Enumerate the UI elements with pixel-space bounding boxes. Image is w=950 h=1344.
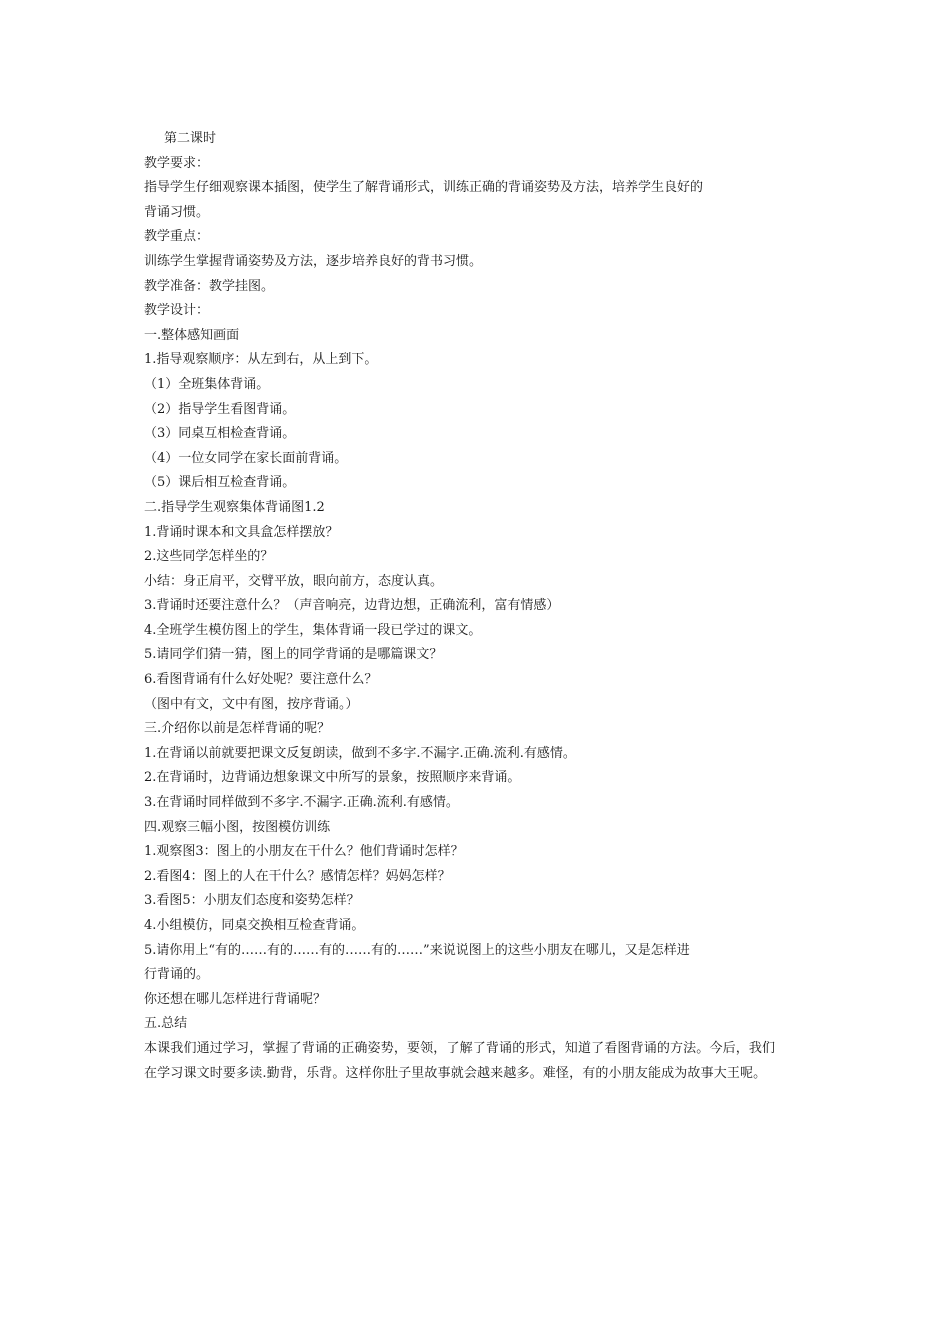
paragraph-line: 教学准备：教学挂图。 (144, 278, 275, 294)
list-item: 2.看图4：图上的人在干什么？感情怎样？妈妈怎样？ (144, 868, 451, 884)
list-item: 1.在背诵以前就要把课文反复朗读，做到不多字.不漏字.正确.流利.有感情。 (144, 745, 576, 761)
paragraph-line: 你还想在哪儿怎样进行背诵呢？ (144, 991, 327, 1007)
list-item: （4）一位女同学在家长面前背诵。 (144, 450, 348, 466)
paragraph-line: 指导学生仔细观察课本插图，使学生了解背诵形式，训练正确的背诵姿势及方法，培养学生良好的 (144, 180, 704, 196)
subsection-heading: 三.介绍你以前是怎样背诵的呢？ (144, 721, 331, 737)
section-heading: 教学设计： (144, 303, 210, 319)
paragraph-line: 小结：身正肩平，交臂平放，眼向前方，态度认真。 (144, 573, 444, 589)
paragraph-line: （图中有文，文中有图，按序背诵。） (144, 696, 359, 712)
list-item: （2）指导学生看图背诵。 (144, 401, 296, 417)
list-item: 4.全班学生模仿图上的学生，集体背诵一段已学过的课文。 (144, 622, 482, 638)
list-item: 3.看图5：小朋友们态度和姿势怎样？ (144, 893, 360, 909)
list-item: （5）课后相互检查背诵。 (144, 475, 296, 491)
paragraph-line: 在学习课文时要多读.勤背，乐背。这样你肚子里故事就会越来越多。难怪，有的小朋友能成为故事大王呢。 (144, 1065, 767, 1081)
list-item: （1）全班集体背诵。 (144, 376, 270, 392)
list-item: 3.背诵时还要注意什么？（声音响亮，边背边想，正确流利，富有情感） (144, 598, 560, 614)
section-heading: 教学重点： (144, 229, 210, 245)
paragraph-line: 行背诵的。 (144, 967, 210, 983)
paragraph-line: 本课我们通过学习，掌握了背诵的正确姿势，要领，了解了背诵的形式，知道了看图背诵的方法。今后，我们 (144, 1040, 776, 1056)
subsection-heading: 一.整体感知画面 (144, 327, 240, 343)
subsection-heading: 二.指导学生观察集体背诵图1.2 (144, 499, 325, 515)
section-heading: 教学要求： (144, 155, 210, 171)
list-item: 5.请你用上“有的……有的……有的……有的……”来说说图上的这些小朋友在哪儿，又是怎样进 (144, 942, 690, 958)
list-item: 6.看图背诵有什么好处呢？要注意什么？ (144, 672, 378, 688)
list-item: 1.背诵时课本和文具盒怎样摆放？ (144, 524, 339, 540)
lesson-title: 第二课时 (164, 131, 217, 146)
list-item: （3）同桌互相检查背诵。 (144, 426, 296, 442)
paragraph-line: 背诵习惯。 (144, 204, 210, 220)
list-item: 1.指导观察顺序：从左到右，从上到下。 (144, 352, 378, 368)
list-item: 2.这些同学怎样坐的？ (144, 549, 274, 565)
list-item: 2.在背诵时，边背诵边想象课文中所写的景象，按照顺序来背诵。 (144, 770, 521, 786)
list-item: 1.观察图3：图上的小朋友在干什么？他们背诵时怎样？ (144, 844, 464, 860)
subsection-heading: 四.观察三幅小图，按图模仿训练 (144, 819, 331, 835)
list-item: 3.在背诵时同样做到不多字.不漏字.正确.流利.有感情。 (144, 795, 459, 811)
list-item: 5.请同学们猜一猜，图上的同学背诵的是哪篇课文？ (144, 647, 443, 663)
list-item: 4.小组模仿，同桌交换相互检查背诵。 (144, 918, 365, 933)
subsection-heading: 五.总结 (144, 1016, 188, 1032)
lesson-plan-text (144, 127, 824, 1086)
paragraph-line: 训练学生掌握背诵姿势及方法，逐步培养良好的背书习惯。 (144, 253, 483, 269)
